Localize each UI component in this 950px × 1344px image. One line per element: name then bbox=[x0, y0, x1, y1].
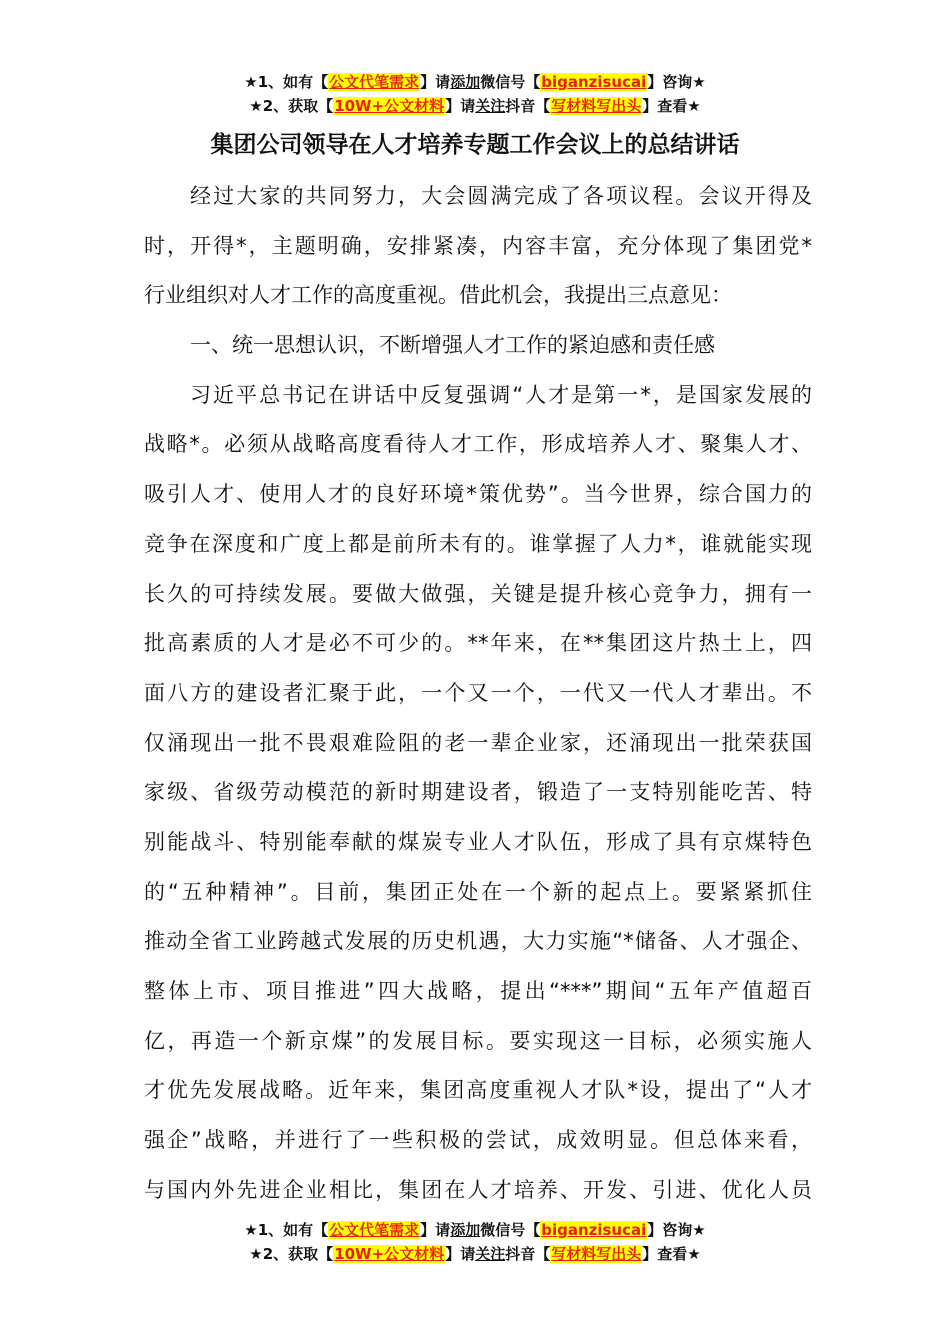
text-line: 经过大家的共同努力，大会圆满完成了各项议程。会议开得及 bbox=[190, 184, 812, 208]
text-line: 时，开得*，主题明确，安排紧凑，内容丰富，充分体现了集团党* bbox=[144, 233, 812, 258]
banner-text: 微信号【 bbox=[480, 73, 541, 91]
text-line: 行业组织对人才工作的高度重视。借此机会，我提出三点意见： bbox=[144, 283, 732, 308]
banner-text: 微信号【 bbox=[480, 1221, 541, 1239]
banner-underlined-text: 添加 bbox=[450, 73, 481, 91]
text-line: 长久的可持续发展。要做大做强，关键是提升核心竞争力，拥有一 bbox=[144, 581, 812, 606]
text-line: 吸引人才、使用人才的良好环境*策优势”。当今世界，综合国力的 bbox=[144, 482, 812, 507]
text-line: 才优先发展战略。近年来，集团高度重视人才队*设，提出了“人才 bbox=[144, 1078, 812, 1103]
text-line: 战略*。必须从战略高度看待人才工作，形成培养人才、聚集人才、 bbox=[144, 432, 812, 457]
text-line: 习近平总书记在讲话中反复强调“人才是第一*，是国家发展的 bbox=[190, 382, 812, 407]
banner-text: 】请 bbox=[445, 1245, 476, 1263]
text-line: 批高素质的人才是必不可少的。**年来，在**集团这片热土上，四 bbox=[144, 631, 812, 656]
banner-text: 】咨询★ bbox=[647, 1221, 706, 1239]
banner-line-1 bbox=[0, 1218, 950, 1242]
text-line: 整体上市、项目推进”四大战略，提出“***”期间“五年产值超百 bbox=[144, 979, 812, 1003]
highlight-materials: 10W+公文材料 bbox=[334, 1245, 445, 1263]
text-line: 竞争在深度和广度上都是前所未有的。谁掌握了人力*，谁就能实现 bbox=[144, 531, 812, 556]
banner-text: ★1、如有【 bbox=[244, 73, 329, 91]
text-line: 仅涌现出一批不畏艰难险阻的老一辈企业家，还涌现出一批荣获国 bbox=[144, 730, 812, 755]
banner-text: 抖音【 bbox=[505, 97, 551, 115]
banner-underlined-text: 添加 bbox=[450, 1221, 481, 1239]
banner-line-1 bbox=[0, 70, 950, 94]
highlight-wechat-id: biganzisucai bbox=[541, 1221, 647, 1239]
text-line: 亿，再造一个新京煤”的发展目标。要实现这一目标，必须实施人 bbox=[144, 1028, 812, 1053]
banner-text: 】咨询★ bbox=[647, 73, 706, 91]
text-line: 家级、省级劳动模范的新时期建设者，锻造了一支特别能吃苦、特 bbox=[144, 780, 812, 805]
header-banner bbox=[0, 70, 950, 118]
banner-text: ★2、获取【 bbox=[249, 97, 334, 115]
banner-text: 】请 bbox=[420, 73, 451, 91]
banner-line-2 bbox=[0, 1242, 950, 1266]
document-title: 集团公司领导在人才培养专题工作会议上的总结讲话 bbox=[210, 132, 740, 158]
banner-line-2 bbox=[0, 94, 950, 118]
banner-text: 抖音【 bbox=[505, 1245, 551, 1263]
banner-text: ★2、获取【 bbox=[249, 1245, 334, 1263]
text-line: 的“五种精神”。目前，集团正处在一个新的起点上。要紧紧抓住 bbox=[144, 879, 812, 904]
highlight-douyin: 写材料写出头 bbox=[551, 1245, 642, 1263]
highlight-materials: 10W+公文材料 bbox=[334, 97, 445, 115]
banner-underlined-text: 关注 bbox=[475, 97, 506, 115]
banner-text: 】查看★ bbox=[642, 97, 701, 115]
highlight-wechat-id: biganzisucai bbox=[541, 73, 647, 91]
banner-underlined-text: 关注 bbox=[475, 1245, 506, 1263]
banner-text: ★1、如有【 bbox=[244, 1221, 329, 1239]
text-line: 与国内外先进企业相比，集团在人才培养、开发、引进、优化人员 bbox=[144, 1177, 812, 1202]
highlight-douyin: 写材料写出头 bbox=[551, 97, 642, 115]
text-line: 别能战斗、特别能奉献的煤炭专业人才队伍，形成了具有京煤特色 bbox=[144, 829, 812, 854]
banner-text: 】请 bbox=[445, 97, 476, 115]
banner-text: 】查看★ bbox=[642, 1245, 701, 1263]
section-heading: 一、统一思想认识，不断增强人才工作的紧迫感和责任感 bbox=[190, 333, 715, 358]
text-line: 面八方的建设者汇聚于此，一个又一个，一代又一代人才辈出。不 bbox=[144, 680, 812, 705]
text-line: 推动全省工业跨越式发展的历史机遇，大力实施“*储备、人才强企、 bbox=[144, 929, 812, 954]
text-line: 强企”战略，并进行了一些积极的尝试，成效明显。但总体来看， bbox=[144, 1128, 812, 1153]
highlight-service: 公文代笔需求 bbox=[329, 73, 420, 91]
banner-text: 】请 bbox=[420, 1221, 451, 1239]
highlight-service: 公文代笔需求 bbox=[329, 1221, 420, 1239]
document-body bbox=[144, 172, 812, 1215]
footer-banner bbox=[0, 1218, 950, 1266]
